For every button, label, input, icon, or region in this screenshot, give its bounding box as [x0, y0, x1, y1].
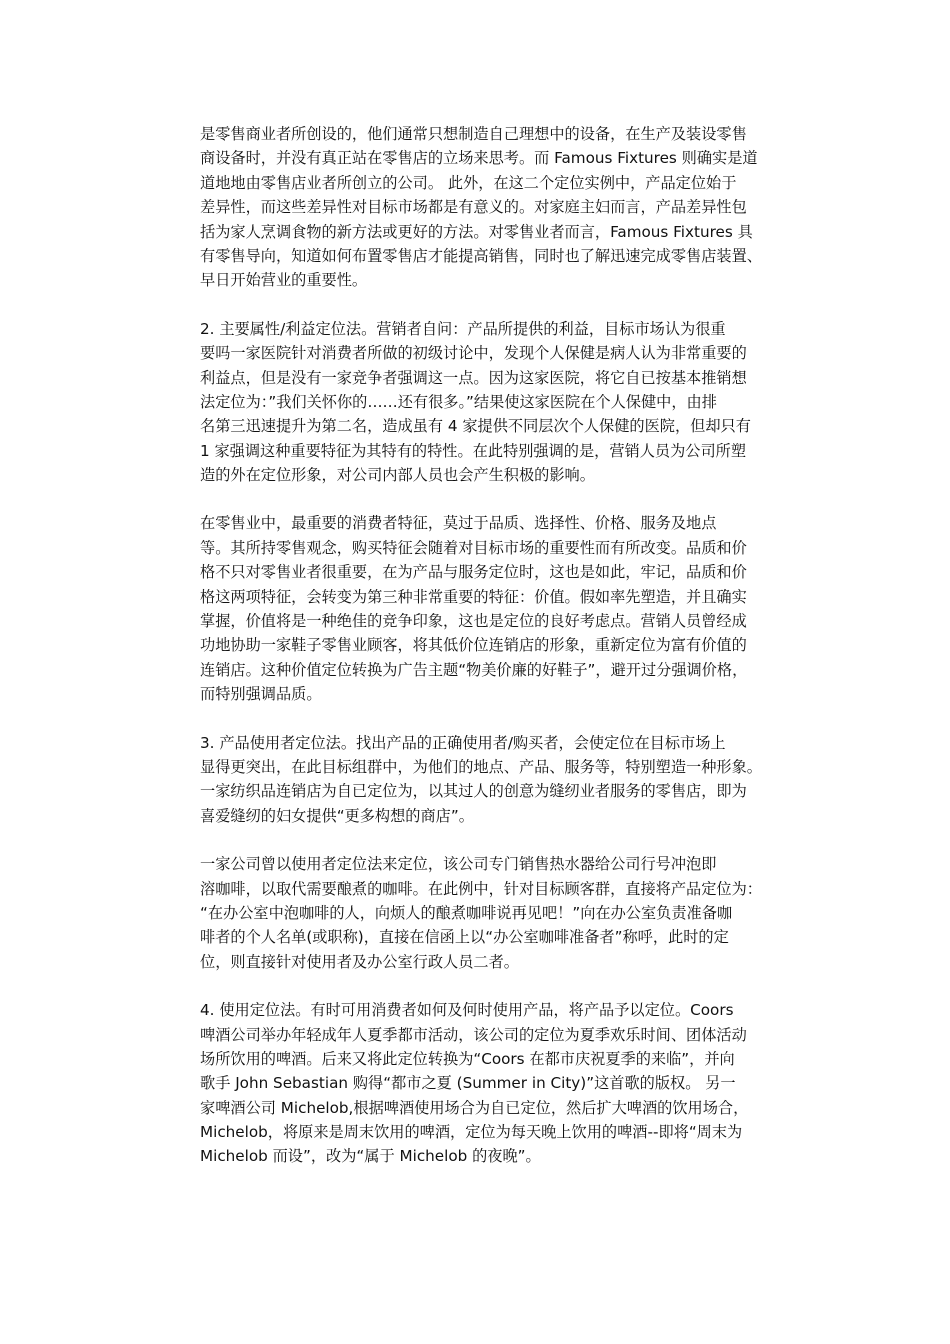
document-page	[200, 122, 820, 1193]
text-line: 家啤酒公司 Michelob,根据啤酒使用场合为自已定位，然后扩大啤酒的饮用场合，	[200, 1098, 749, 1117]
text-line: 掌握，价值将是一种绝佳的竞争印象，这也是定位的良好考虑点。营销人员曾经成	[200, 612, 747, 631]
text-line: 有零售导向，知道如何布置零售店才能提高销售，同时也了解迅速完成零售店装置、	[200, 246, 762, 265]
text-line: 喜爱缝纫的妇女提供“更多构想的商店”。	[200, 806, 474, 825]
text-line: 差异性，而这些差异性对目标市场都是有意义的。对家庭主妇而言，产品差异性包	[200, 198, 747, 217]
text-line: 法定位为：”我们关怀你的……还有很多。”结果使这家医院在个人保健中，由排	[200, 392, 717, 411]
text-line: 溶咖啡，以取代需要酿煮的咖啡。在此例中，针对目标顾客群，直接将产品定位为：	[200, 879, 762, 898]
paragraph-retail-value	[200, 511, 820, 706]
text-line: 格这两项特征，会转变为第三种非常重要的特征：价值。假如率先塑造，并且确实	[200, 587, 747, 606]
text-line: 啤酒公司举办年轻成年人夏季都市活动，该公司的定位为夏季欢乐时间、团体活动	[200, 1025, 747, 1044]
text-line: 场所饮用的啤酒。后来又将此定位转换为“Coors 在都市庆祝夏季的来临”，并向	[200, 1049, 735, 1068]
text-line: 连销店。这种价值定位转换为广告主题“物美价廉的好鞋子”，避开过分强调价格，	[200, 660, 748, 679]
text-line: “在办公室中泡咖啡的人，向烦人的酿煮咖啡说再见吧！”向在办公室负责准备咖	[200, 903, 733, 922]
text-line: Michelob 而设”，改为“属于 Michelob 的夜晚”。	[200, 1147, 541, 1166]
text-line: 括为家人烹调食物的新方法或更好的方法。对零售业者而言，Famous Fixtures 具	[200, 222, 753, 241]
text-line: 4. 使用定位法。有时可用消费者如何及何时使用产品，将产品予以定位。Coors	[200, 1001, 734, 1020]
text-line: 2. 主要属性/利益定位法。营销者自问：产品所提供的利益，目标市场认为很重	[200, 319, 726, 338]
text-line: 1 家强调这种重要特征为其特有的特性。在此特别强调的是，营销人员为公司所塑	[200, 441, 747, 460]
text-line: 名第三迅速提升为第二名，造成虽有 4 家提供不同层次个人保健的医院，但却只有	[200, 417, 751, 436]
text-line: 要吗一家医院针对消费者所做的初级讨论中，发现个人保健是病人认为非常重要的	[200, 344, 747, 363]
text-line: 格不只对零售业者很重要，在为产品与服务定位时，这也是如此，牢记，品质和价	[200, 563, 747, 582]
paragraph-intro-continuation	[200, 122, 820, 293]
text-line: 啡者的个人名单(或职称)，直接在信函上以“办公室咖啡准备者”称呼，此时的定	[200, 928, 729, 947]
text-line: 造的外在定位形象，对公司内部人员也会产生积极的影响。	[200, 466, 595, 485]
paragraph-attribute-benefit	[200, 317, 820, 488]
text-line: 而特别强调品质。	[200, 685, 322, 704]
text-line: 显得更突出，在此目标组群中，为他们的地点、产品、服务等，特别塑造一种形象。	[200, 757, 762, 776]
text-line: 一家纺织品连销店为自已定位为，以其过人的创意为缝纫业者服务的零售店，即为	[200, 782, 747, 801]
text-line: 功地协助一家鞋子零售业顾客，将其低价位连销店的形象，重新定位为富有价值的	[200, 636, 747, 655]
text-line: 道地地由零售店业者所创立的公司。 此外，在这二个定位实例中，产品定位始于	[200, 173, 737, 192]
text-line: 歌手 John Sebastian 购得“都市之夏 (Summer in City)”这首歌的版权。 另一	[200, 1074, 736, 1093]
paragraph-coffee-example	[200, 852, 820, 974]
text-line: 利益点，但是没有一家竞争者强调这一点。因为这家医院，将它自已按基本推销想	[200, 368, 747, 387]
paragraph-product-user	[200, 731, 820, 829]
text-line: Michelob，将原来是周末饮用的啤酒，定位为每天晚上饮用的啤酒--即将“周末为	[200, 1123, 743, 1142]
paragraph-usage	[200, 998, 820, 1169]
text-line: 位，则直接针对使用者及办公室行政人员二者。	[200, 952, 519, 971]
text-line: 在零售业中，最重要的消费者特征，莫过于品质、选择性、价格、服务及地点	[200, 514, 717, 533]
text-line: 一家公司曾以使用者定位法来定位，该公司专门销售热水器给公司行号冲泡即	[200, 855, 717, 874]
text-line: 3. 产品使用者定位法。找出产品的正确使用者/购买者，会使定位在目标市场上	[200, 733, 726, 752]
text-line: 等。其所持零售观念，购买特征会随着对目标市场的重要性而有所改变。品质和价	[200, 538, 747, 557]
text-line: 早日开始营业的重要性。	[200, 271, 368, 290]
text-line: 是零售商业者所创设的，他们通常只想制造自己理想中的设备，在生产及装设零售	[200, 125, 747, 143]
text-line: 商设备时，并没有真正站在零售店的立场来思考。而 Famous Fixtures 则确实是道	[200, 149, 758, 168]
